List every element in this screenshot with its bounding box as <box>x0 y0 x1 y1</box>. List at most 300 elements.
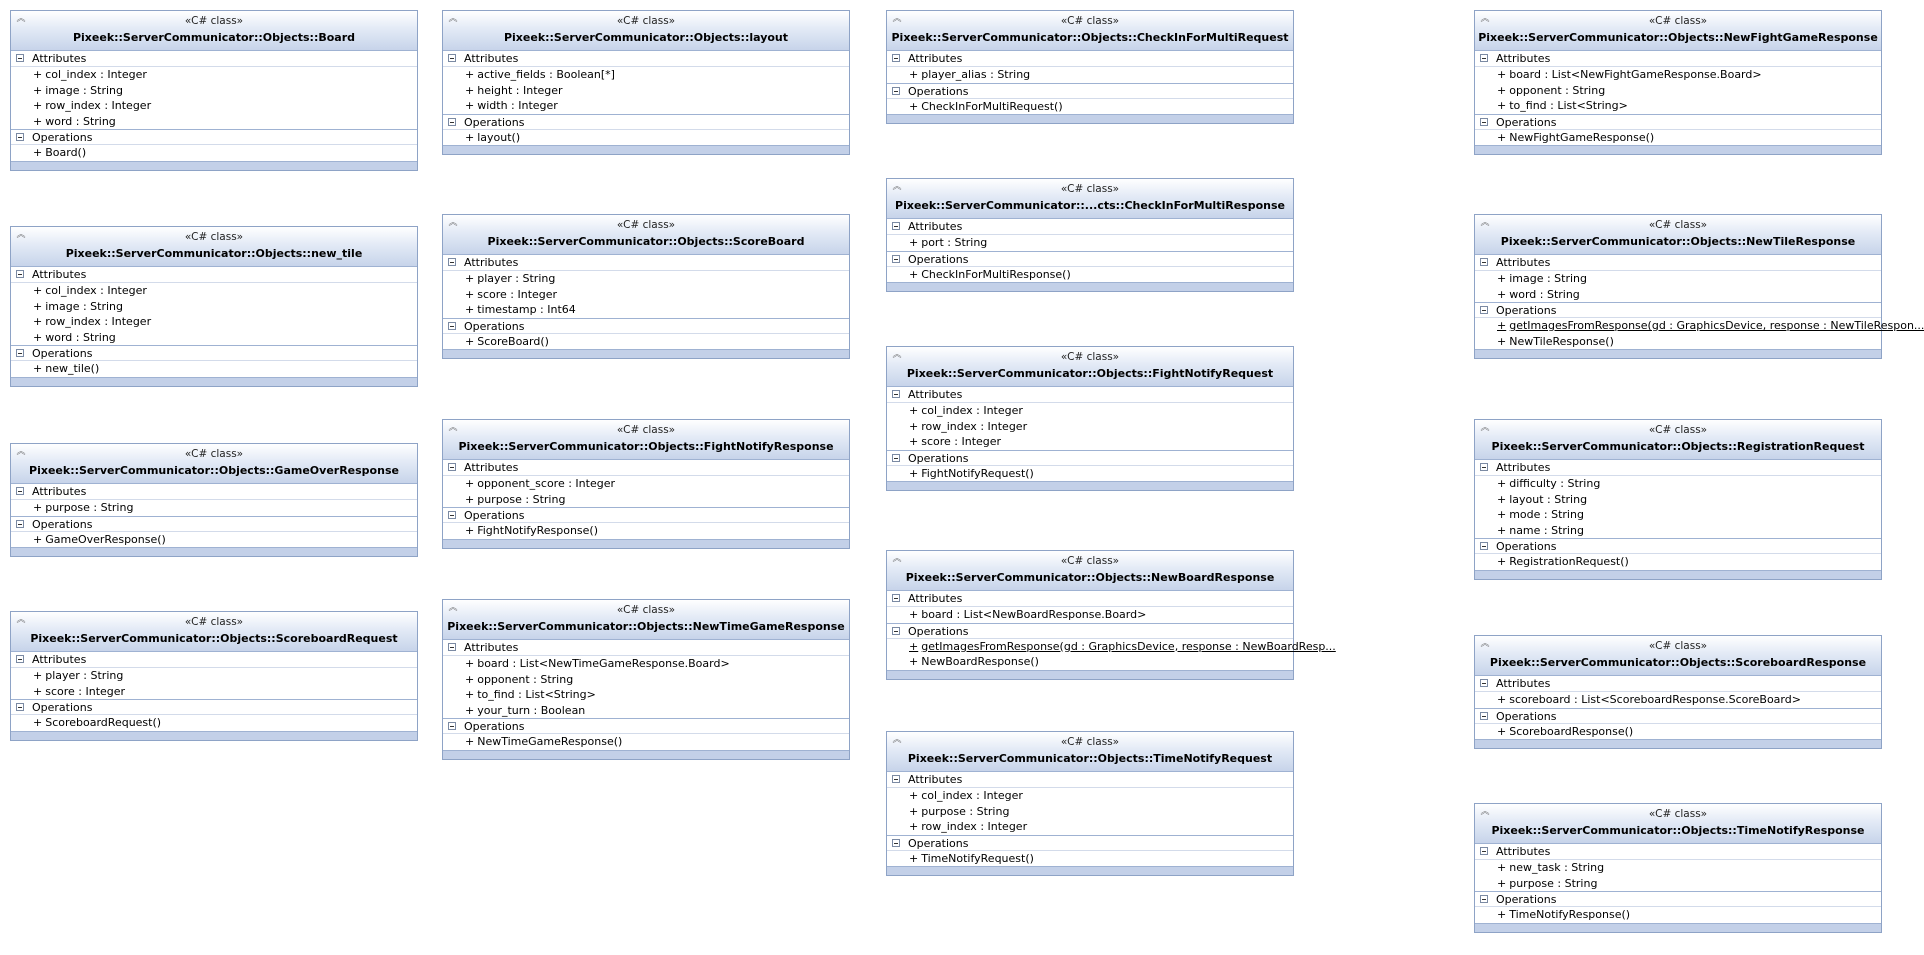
attribute-text: player : String <box>45 669 124 682</box>
class-header[interactable] <box>887 179 1293 219</box>
public-visibility-marker: + <box>909 236 919 249</box>
attribute-text: word : String <box>1509 287 1580 301</box>
class-header[interactable] <box>887 551 1293 591</box>
operations-section-header[interactable] <box>887 450 1293 466</box>
class-header[interactable] <box>11 612 417 652</box>
class-box[interactable] <box>1474 10 1882 155</box>
attribute-item <box>11 83 417 99</box>
attribute-text: opponent : String <box>1509 83 1606 97</box>
operation-item <box>887 639 1336 655</box>
operations-section-header[interactable] <box>11 345 417 361</box>
attribute-item <box>443 83 849 99</box>
collapse-chevron-icon[interactable]: ︽ <box>892 14 902 24</box>
attribute-item <box>887 804 1293 820</box>
section-label: Attributes <box>1496 52 1551 65</box>
operation-text: TimeNotifyRequest() <box>921 851 1034 865</box>
attributes-section-header[interactable] <box>443 460 849 476</box>
section-label: Attributes <box>32 52 87 65</box>
section-label: Attributes <box>464 461 519 474</box>
public-visibility-marker: + <box>33 146 43 159</box>
attribute-item <box>1475 98 1881 114</box>
class-box[interactable] <box>442 214 850 359</box>
collapse-section-icon[interactable] <box>1480 258 1488 266</box>
attribute-text: col_index : Integer <box>921 404 1023 417</box>
class-header[interactable] <box>443 215 849 255</box>
attribute-text: layout : String <box>1509 492 1588 506</box>
operations-section-header[interactable] <box>11 516 417 532</box>
section-label: Attributes <box>908 220 963 233</box>
class-stereotype: «C# class» <box>1060 183 1120 195</box>
public-visibility-marker: + <box>1497 130 1507 144</box>
attributes-section-header[interactable] <box>1475 460 1881 476</box>
class-stereotype: «C# class» <box>184 616 244 628</box>
section-label: Operations <box>32 131 93 144</box>
operations-section-header[interactable] <box>1475 114 1881 130</box>
collapse-chevron-icon[interactable]: ︽ <box>1480 218 1490 228</box>
attributes-section-header[interactable] <box>887 51 1293 67</box>
class-box[interactable] <box>10 443 418 557</box>
operations-section-header[interactable] <box>443 114 849 130</box>
public-visibility-marker: + <box>909 466 919 480</box>
public-visibility-marker: + <box>1497 724 1507 738</box>
public-visibility-marker: + <box>909 404 919 417</box>
public-visibility-marker: + <box>33 68 43 81</box>
operations-section-header[interactable] <box>443 318 849 334</box>
public-visibility-marker: + <box>465 83 475 97</box>
collapse-chevron-icon[interactable]: ︽ <box>892 350 902 360</box>
class-name: Pixeek::ServerCommunicator::Objects::CheckInForMultiRequest <box>891 31 1289 44</box>
operation-item <box>1475 724 1881 740</box>
class-header[interactable] <box>11 11 417 51</box>
operation-text: CheckInForMultiResponse() <box>921 267 1071 281</box>
attribute-text: col_index : Integer <box>45 68 147 81</box>
collapse-chevron-icon[interactable]: ︽ <box>16 14 26 24</box>
attribute-item <box>887 403 1293 419</box>
attributes-section-header[interactable] <box>11 484 417 500</box>
attribute-text: new_task : String <box>1509 861 1605 874</box>
collapse-section-icon[interactable] <box>448 463 456 471</box>
section-label: Attributes <box>464 256 519 269</box>
attribute-item <box>443 67 849 83</box>
attribute-text: col_index : Integer <box>45 284 147 297</box>
collapse-chevron-icon[interactable]: ︽ <box>892 182 902 192</box>
collapse-chevron-icon[interactable]: ︽ <box>448 423 458 433</box>
collapse-section-icon[interactable] <box>16 655 24 663</box>
class-header[interactable] <box>1475 804 1881 844</box>
public-visibility-marker: + <box>33 362 43 375</box>
operation-item <box>1475 318 1924 334</box>
class-box[interactable] <box>10 611 418 741</box>
class-box[interactable] <box>886 731 1294 876</box>
attributes-section-header[interactable] <box>1475 676 1881 692</box>
attribute-item <box>11 684 417 700</box>
attributes-section-header[interactable] <box>11 652 417 668</box>
section-label: Operations <box>464 319 525 333</box>
collapse-chevron-icon[interactable]: ︽ <box>448 218 458 228</box>
collapse-section-icon[interactable] <box>448 722 456 730</box>
operation-item <box>11 145 417 161</box>
attribute-item <box>1475 83 1881 99</box>
public-visibility-marker: + <box>465 688 475 701</box>
class-name: Pixeek::ServerCommunicator::Objects::TimeNotifyResponse <box>1491 824 1865 837</box>
public-visibility-marker: + <box>1497 693 1507 706</box>
public-visibility-marker: + <box>33 684 43 698</box>
operation-item <box>443 734 849 750</box>
attribute-item <box>887 434 1293 450</box>
attribute-item <box>887 788 1293 804</box>
operations-section-header[interactable] <box>443 718 849 734</box>
attributes-section-header[interactable] <box>887 591 1293 607</box>
attributes-section-header[interactable] <box>1475 255 1881 271</box>
operation-item <box>887 654 1293 670</box>
section-label: Operations <box>464 115 525 129</box>
operation-text: GameOverResponse() <box>45 532 166 546</box>
attributes-section-header[interactable] <box>443 51 849 67</box>
class-header[interactable] <box>443 11 849 51</box>
public-visibility-marker: + <box>465 703 475 717</box>
class-header[interactable] <box>887 732 1293 772</box>
attribute-text: to_find : List<String> <box>1509 99 1628 112</box>
class-stereotype: «C# class» <box>1648 808 1708 820</box>
collapse-section-icon[interactable] <box>1480 712 1488 720</box>
class-stereotype: «C# class» <box>616 219 676 231</box>
class-header[interactable] <box>1475 215 1881 255</box>
operation-text: CheckInForMultiRequest() <box>921 99 1063 113</box>
class-stereotype: «C# class» <box>616 424 676 436</box>
collapse-section-icon[interactable] <box>16 703 24 711</box>
class-footer <box>887 670 1293 679</box>
class-box[interactable] <box>886 346 1294 491</box>
attribute-item <box>11 283 417 299</box>
attribute-text: player_alias : String <box>921 68 1031 81</box>
operation-text: FightNotifyResponse() <box>477 524 598 537</box>
operation-item <box>1475 907 1881 923</box>
attribute-text: name : String <box>1509 523 1584 537</box>
class-name: Pixeek::ServerCommunicator::Objects::ScoreBoard <box>487 235 805 248</box>
attribute-text: score : Integer <box>921 435 1002 448</box>
attribute-text: score : Integer <box>477 287 558 301</box>
collapse-chevron-icon[interactable]: ︽ <box>1480 14 1490 24</box>
class-box[interactable] <box>1474 635 1882 749</box>
collapse-chevron-icon[interactable]: ︽ <box>892 735 902 745</box>
class-footer <box>1475 349 1881 358</box>
class-footer <box>887 481 1293 490</box>
collapse-section-icon[interactable] <box>1480 847 1488 855</box>
class-box[interactable] <box>886 10 1294 124</box>
attribute-text: row_index : Integer <box>45 315 152 328</box>
public-visibility-marker: + <box>33 284 43 297</box>
collapse-section-icon[interactable] <box>448 258 456 266</box>
public-visibility-marker: + <box>909 419 919 433</box>
class-name: Pixeek::ServerCommunicator::Objects::layout <box>503 31 789 44</box>
section-label: Operations <box>1496 304 1557 317</box>
public-visibility-marker: + <box>1497 908 1507 921</box>
class-box[interactable] <box>1474 214 1924 359</box>
public-visibility-marker: + <box>465 657 475 670</box>
operation-item <box>11 361 417 377</box>
class-box[interactable] <box>442 419 850 549</box>
collapse-section-icon[interactable] <box>1480 542 1488 550</box>
operations-section-header[interactable] <box>1475 891 1881 907</box>
collapse-section-icon[interactable] <box>892 627 900 635</box>
attributes-section-header[interactable] <box>1475 51 1881 67</box>
collapse-chevron-icon[interactable]: ︽ <box>448 14 458 24</box>
class-header[interactable] <box>1475 420 1881 460</box>
public-visibility-marker: + <box>33 716 43 729</box>
attribute-text: board : List<NewFightGameResponse.Board> <box>1509 68 1762 81</box>
attribute-text: height : Integer <box>477 83 563 97</box>
public-visibility-marker: + <box>33 299 43 313</box>
class-box[interactable] <box>10 226 418 387</box>
public-visibility-marker: + <box>909 267 919 281</box>
section-label: Attributes <box>908 388 963 401</box>
class-header[interactable] <box>887 347 1293 387</box>
public-visibility-marker: + <box>465 287 475 301</box>
collapse-chevron-icon[interactable]: ︽ <box>1480 639 1490 649</box>
class-footer <box>887 282 1293 291</box>
operation-text: ScoreboardRequest() <box>45 716 162 729</box>
section-label: Attributes <box>908 592 963 605</box>
operation-text: NewTileResponse() <box>1509 334 1614 348</box>
operation-item <box>887 851 1293 867</box>
collapse-section-icon[interactable] <box>16 54 24 62</box>
public-visibility-marker: + <box>1497 861 1507 874</box>
operation-text: NewBoardResponse() <box>921 655 1039 668</box>
operation-text: ScoreBoard() <box>477 334 549 348</box>
attributes-section-header[interactable] <box>887 219 1293 235</box>
operations-section-header[interactable] <box>1475 708 1881 724</box>
collapse-chevron-icon[interactable]: ︽ <box>892 554 902 564</box>
section-label: Attributes <box>1496 256 1551 269</box>
collapse-section-icon[interactable] <box>448 322 456 330</box>
public-visibility-marker: + <box>1497 508 1507 521</box>
collapse-chevron-icon[interactable]: ︽ <box>16 615 26 625</box>
attribute-text: row_index : Integer <box>921 419 1028 433</box>
attribute-text: to_find : List<String> <box>477 688 596 701</box>
attributes-section-header[interactable] <box>443 640 849 656</box>
operation-text: getImagesFromResponse(gd : GraphicsDevice, response : NewBoardResp... <box>921 639 1336 653</box>
attribute-item <box>1475 876 1881 892</box>
collapse-chevron-icon[interactable]: ︽ <box>16 447 26 457</box>
collapse-chevron-icon[interactable]: ︽ <box>1480 423 1490 433</box>
class-header[interactable] <box>443 420 849 460</box>
collapse-chevron-icon[interactable]: ︽ <box>448 603 458 613</box>
attribute-item <box>443 302 849 318</box>
class-name: Pixeek::ServerCommunicator::Objects::new_tile <box>65 247 363 260</box>
section-label: Operations <box>1496 709 1557 723</box>
collapse-section-icon[interactable] <box>448 643 456 651</box>
class-footer <box>443 349 849 358</box>
class-stereotype: «C# class» <box>1060 555 1120 567</box>
attribute-item <box>887 419 1293 435</box>
class-header[interactable] <box>1475 11 1881 51</box>
operation-text: Board() <box>45 146 87 159</box>
collapse-section-icon[interactable] <box>1480 463 1488 471</box>
attribute-text: row_index : Integer <box>45 99 152 112</box>
operations-section-header[interactable] <box>887 251 1293 267</box>
attribute-item <box>1475 67 1881 83</box>
collapse-section-icon[interactable] <box>892 54 900 62</box>
attribute-item <box>11 668 417 684</box>
operations-section-header[interactable] <box>1475 538 1881 554</box>
attribute-item <box>1475 271 1881 287</box>
section-label: Operations <box>908 451 969 465</box>
collapse-section-icon[interactable] <box>892 255 900 263</box>
class-box[interactable] <box>1474 419 1882 580</box>
attribute-item <box>443 492 849 508</box>
class-box[interactable] <box>1474 803 1882 933</box>
class-box[interactable] <box>886 550 1336 680</box>
attribute-text: player : String <box>477 272 556 285</box>
public-visibility-marker: + <box>465 303 475 316</box>
attribute-item <box>11 114 417 130</box>
attributes-section-header[interactable] <box>887 387 1293 403</box>
collapse-section-icon[interactable] <box>1480 54 1488 62</box>
public-visibility-marker: + <box>465 672 475 686</box>
collapse-section-icon[interactable] <box>1480 679 1488 687</box>
section-label: Operations <box>32 517 93 531</box>
operation-text: getImagesFromResponse(gd : GraphicsDevice, response : NewTileRespon... <box>1509 319 1924 332</box>
operations-section-header[interactable] <box>887 83 1293 99</box>
class-name: Pixeek::ServerCommunicator::...cts::CheckInForMultiResponse <box>895 199 1285 212</box>
class-box[interactable] <box>10 10 418 171</box>
collapse-section-icon[interactable] <box>1480 895 1488 903</box>
public-visibility-marker: + <box>465 272 475 285</box>
collapse-section-icon[interactable] <box>892 775 900 783</box>
attribute-text: purpose : String <box>45 501 134 514</box>
public-visibility-marker: + <box>33 330 43 344</box>
class-box[interactable] <box>886 178 1294 292</box>
class-header[interactable] <box>11 227 417 267</box>
collapse-section-icon[interactable] <box>1480 306 1488 314</box>
collapse-chevron-icon[interactable]: ︽ <box>16 230 26 240</box>
operation-text: ScoreboardResponse() <box>1509 724 1634 738</box>
attributes-section-header[interactable] <box>11 51 417 67</box>
attribute-item <box>443 687 849 703</box>
class-footer <box>443 145 849 154</box>
attribute-item <box>443 271 849 287</box>
class-footer <box>1475 739 1881 748</box>
attribute-text: mode : String <box>1509 508 1584 521</box>
operation-text: TimeNotifyResponse() <box>1509 908 1631 921</box>
operation-item <box>887 267 1293 283</box>
collapse-section-icon[interactable] <box>16 520 24 528</box>
collapse-section-icon[interactable] <box>892 839 900 847</box>
attribute-text: opponent : String <box>477 672 574 686</box>
class-stereotype: «C# class» <box>1648 219 1708 231</box>
attributes-section-header[interactable] <box>1475 844 1881 860</box>
public-visibility-marker: + <box>1497 99 1507 112</box>
section-label: Operations <box>908 252 969 266</box>
operations-section-header[interactable] <box>887 623 1293 639</box>
collapse-section-icon[interactable] <box>16 133 24 141</box>
attribute-item <box>443 98 849 114</box>
attribute-text: active_fields : Boolean[*] <box>477 68 615 81</box>
public-visibility-marker: + <box>465 477 475 490</box>
section-label: Attributes <box>32 485 87 498</box>
collapse-section-icon[interactable] <box>16 349 24 357</box>
class-name: Pixeek::ServerCommunicator::Objects::Board <box>72 31 356 44</box>
public-visibility-marker: + <box>465 130 475 144</box>
public-visibility-marker: + <box>1497 492 1507 506</box>
operation-item <box>11 532 417 548</box>
class-footer <box>1475 923 1881 932</box>
class-footer <box>887 866 1293 875</box>
operation-text: new_tile() <box>45 362 100 375</box>
collapse-section-icon[interactable] <box>892 390 900 398</box>
class-stereotype: «C# class» <box>1060 736 1120 748</box>
class-name: Pixeek::ServerCommunicator::Objects::NewTileResponse <box>1500 235 1856 248</box>
class-footer <box>11 547 417 556</box>
operation-item <box>1475 130 1881 146</box>
attribute-text: purpose : String <box>921 804 1010 818</box>
attributes-section-header[interactable] <box>887 772 1293 788</box>
class-header[interactable] <box>443 600 849 640</box>
operations-section-header[interactable] <box>887 835 1293 851</box>
attribute-item <box>1475 476 1881 492</box>
attribute-text: row_index : Integer <box>921 820 1028 833</box>
collapse-section-icon[interactable] <box>892 454 900 462</box>
collapse-section-icon[interactable] <box>1480 118 1488 126</box>
collapse-section-icon[interactable] <box>892 594 900 602</box>
class-header[interactable] <box>11 444 417 484</box>
attribute-item <box>887 607 1293 623</box>
collapse-section-icon[interactable] <box>16 487 24 495</box>
public-visibility-marker: + <box>465 68 475 81</box>
attribute-text: port : String <box>921 236 988 249</box>
class-box[interactable] <box>442 10 850 155</box>
class-name: Pixeek::ServerCommunicator::Objects::TimeNotifyRequest <box>907 752 1273 765</box>
class-footer <box>1475 570 1881 579</box>
operations-section-header[interactable] <box>1475 302 1881 318</box>
collapse-section-icon[interactable] <box>892 222 900 230</box>
operations-section-header[interactable] <box>443 507 849 523</box>
operation-text: layout() <box>477 130 521 144</box>
class-name: Pixeek::ServerCommunicator::Objects::NewTimeGameResponse <box>447 620 845 633</box>
attribute-text: purpose : String <box>477 492 566 506</box>
class-name: Pixeek::ServerCommunicator::Objects::RegistrationRequest <box>1491 440 1865 453</box>
collapse-section-icon[interactable] <box>892 87 900 95</box>
attribute-text: image : String <box>1509 272 1588 285</box>
collapse-section-icon[interactable] <box>448 511 456 519</box>
attributes-section-header[interactable] <box>11 267 417 283</box>
public-visibility-marker: + <box>465 524 475 537</box>
section-label: Operations <box>908 624 969 638</box>
class-header[interactable] <box>887 11 1293 51</box>
class-name: Pixeek::ServerCommunicator::Objects::NewFightGameResponse <box>1478 31 1878 44</box>
section-label: Operations <box>1496 115 1557 129</box>
collapse-section-icon[interactable] <box>448 118 456 126</box>
section-label: Attributes <box>908 52 963 65</box>
operations-section-header[interactable] <box>11 699 417 715</box>
attribute-text: scoreboard : List<ScoreboardResponse.ScoreBoard> <box>1509 693 1801 706</box>
attribute-item <box>887 819 1293 835</box>
class-box[interactable] <box>442 599 850 760</box>
collapse-chevron-icon[interactable]: ︽ <box>1480 807 1490 817</box>
attributes-section-header[interactable] <box>443 255 849 271</box>
collapse-section-icon[interactable] <box>448 54 456 62</box>
attribute-item <box>1475 860 1881 876</box>
class-header[interactable] <box>1475 636 1881 676</box>
attribute-item <box>443 656 849 672</box>
operations-section-header[interactable] <box>11 129 417 145</box>
public-visibility-marker: + <box>33 99 43 112</box>
public-visibility-marker: + <box>465 334 475 348</box>
section-label: Attributes <box>1496 461 1551 474</box>
attribute-text: word : String <box>45 330 116 344</box>
attribute-text: width : Integer <box>477 99 558 112</box>
collapse-section-icon[interactable] <box>16 270 24 278</box>
